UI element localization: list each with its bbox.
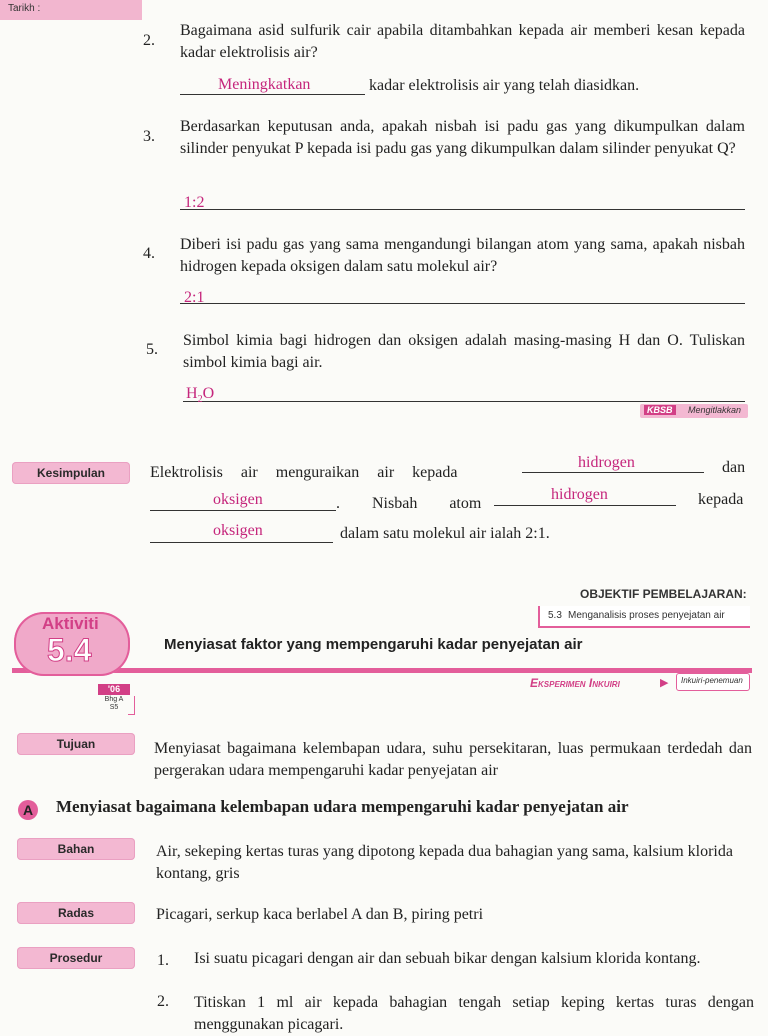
exam-reference: [98, 684, 138, 718]
kbsb-badge: KBSB: [644, 405, 676, 415]
kesimpulan-answer-3: hidrogen: [551, 486, 608, 503]
step-text: Isi suatu picagari dengan air dan sebuah bikar dengan kalsium klorida kontang.: [194, 950, 701, 967]
kesimpulan-text-1: Elektrolisis air menguraikan air kepada: [150, 464, 458, 481]
exam-year: '06: [98, 684, 130, 695]
kesimpulan-answer-4: oksigen: [213, 522, 263, 539]
question-number: 3.: [143, 128, 155, 145]
prosedur-label: Prosedur: [17, 947, 135, 969]
answer-line: [150, 542, 333, 543]
answer-text: 2:1: [184, 289, 205, 306]
answer-formula: [186, 385, 214, 405]
objektif-text: Menganalisis proses penyejatan air: [568, 610, 725, 621]
answer-line: [522, 472, 704, 473]
exam-question: S5: [109, 704, 119, 711]
objektif-box: [538, 606, 750, 628]
answer-line: [494, 505, 676, 506]
bahan-label: Bahan: [17, 838, 135, 860]
answer-line: [183, 401, 745, 402]
step-number: 1.: [157, 952, 169, 969]
question-number: 2.: [143, 32, 155, 49]
kesimpulan-text-2: dan: [722, 459, 746, 476]
eksperimen-type: Eksperimen Inkuiri: [530, 676, 620, 690]
exam-part: Bhg A: [104, 696, 124, 703]
section-a-letter: A: [22, 802, 34, 818]
answer-text: Meningkatkan: [218, 76, 311, 93]
aktiviti-title: Menyiasat faktor yang mempengaruhi kadar penyejatan air: [164, 636, 583, 653]
question-text: Simbol kimia bagi hidrogen dan oksigen adalah masing-masing H dan O. Tuliskan simbol kimia bagi air.: [183, 332, 745, 371]
section-a-title: Menyiasat bagaimana kelembapan udara mempengaruhi kadar penyejatan air: [56, 797, 629, 816]
kesimpulan-label: Kesimpulan: [12, 462, 130, 484]
aktiviti-bar: [12, 668, 752, 673]
answer-text: 1:2: [184, 194, 205, 211]
exam-bracket: [128, 696, 135, 715]
kbsb-label: Mengitlakkan: [688, 405, 742, 415]
date-tab: [0, 0, 142, 20]
radas-text: Picagari, serkup kaca berlabel A dan B, piring petri: [156, 906, 484, 923]
kesimpulan-text-3: . Nisbah atom: [336, 495, 482, 512]
objektif-code: 5.3: [548, 610, 562, 621]
arrow-right-icon: ▶: [660, 677, 669, 689]
kesimpulan-text-5: dalam satu molekul air ialah 2:1.: [340, 525, 550, 542]
step-number: 2.: [157, 993, 169, 1010]
radas-label: Radas: [17, 902, 135, 924]
step-text: Titiskan 1 ml air kepada bahagian tengah setiap keping kertas turas dengan menggunakan picagari.: [194, 994, 754, 1033]
tujuan-text: Menyiasat bagaimana kelembapan udara, suhu persekitaran, luas permukaan terdedah dan pergerakan udara mempengaruhi kadar penyejatan air: [154, 740, 752, 779]
inkuiri-label: Inkuiri-penemuan: [681, 676, 743, 685]
kbsb-tag: [640, 404, 748, 418]
kesimpulan-answer-1: hidrogen: [578, 454, 635, 471]
formula-subscript: 2: [197, 394, 203, 406]
kesimpulan-text-4: kepada: [698, 491, 744, 508]
answer-line: [180, 209, 745, 210]
aktiviti-label: Aktiviti: [42, 614, 99, 633]
date-label: Tarikh :: [8, 3, 41, 14]
formula-h: H: [186, 385, 198, 402]
aktiviti-number: 5.4: [47, 632, 92, 668]
bahan-text: Air, sekeping kertas turas yang dipotong kepada dua bahagian yang sama, kalsium klorida kontang, gris: [156, 843, 733, 882]
answer-line: [180, 303, 745, 304]
section-a-circle: [18, 800, 38, 820]
aktiviti-badge: [14, 612, 130, 676]
kesimpulan-answer-2: oksigen: [213, 491, 263, 508]
question-number: 5.: [146, 341, 158, 358]
inkuiri-tag: [676, 673, 750, 691]
answer-line: [180, 94, 365, 95]
answer-line: [150, 510, 336, 511]
answer-suffix: kadar elektrolisis air yang telah diasidkan.: [369, 77, 640, 94]
question-text: Diberi isi padu gas yang sama mengandungi bilangan atom yang sama, apakah nisbah hidrogen kepada oksigen dalam satu molekul air?: [180, 236, 745, 275]
question-text: Berdasarkan keputusan anda, apakah nisbah isi padu gas yang dikumpulkan dalam silinder penyukat P kepada isi padu gas yang dikumpulkan dalam silinder penyukat Q?: [180, 118, 745, 157]
question-text: Bagaimana asid sulfurik cair apabila ditambahkan kepada air memberi kesan kepada kadar elektrolisis air?: [180, 22, 745, 61]
formula-o: O: [202, 385, 215, 402]
question-number: 4.: [143, 245, 155, 262]
tujuan-label: Tujuan: [17, 733, 135, 755]
objektif-title: OBJEKTIF PEMBELAJARAN:: [580, 587, 747, 601]
